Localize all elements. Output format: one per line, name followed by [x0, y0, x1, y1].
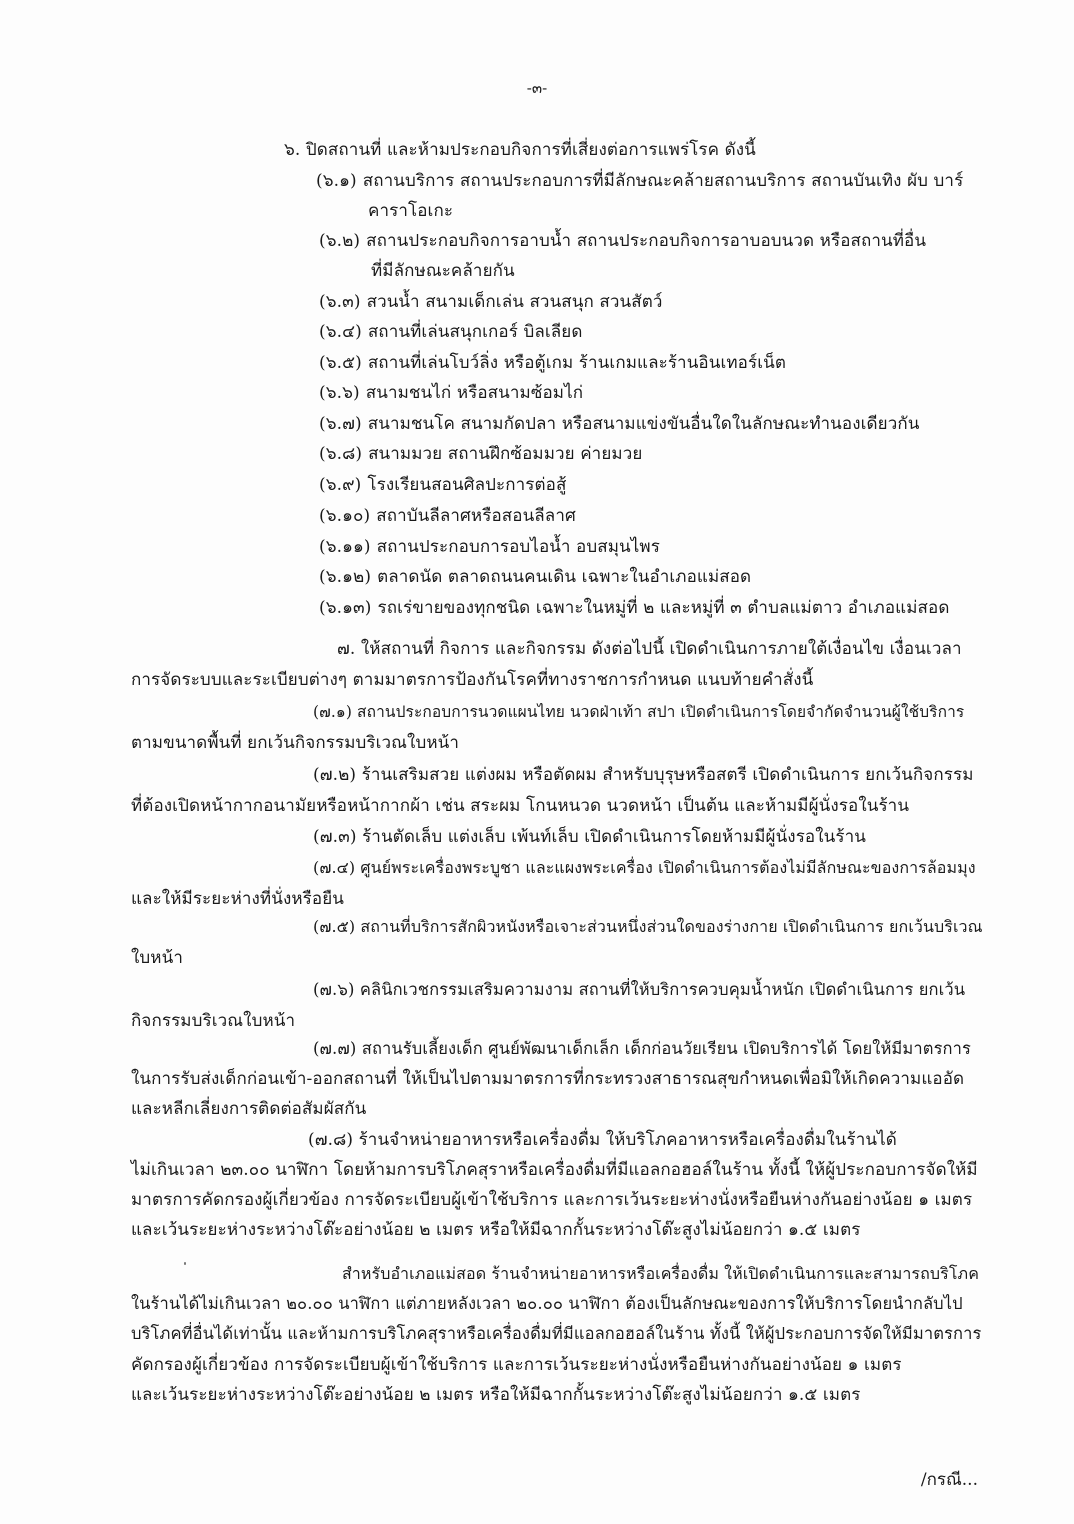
section-7-item-line: (๗.๖) คลินิกเวชกรรมเสริมความงาม สถานที่ให้บริการควบคุมน้ำหนัก เปิดดำเนินการ ยกเว้น — [313, 980, 966, 999]
item-number: (๖.๑๑) — [319, 537, 371, 557]
item-text: สนามชนโค สนามกัดปลา หรือสนามแข่งขันอื่นใดในลักษณะทำนองเดียวกัน — [367, 414, 920, 434]
section-6-item — [319, 351, 786, 375]
section-7-item-line: (๗.๒) ร้านเสริมสวย แต่งผม หรือตัดผม สำหรับบุรุษหรือสตรี เปิดดำเนินการ ยกเว้นกิจกรรม — [313, 765, 974, 785]
item-text: สถานที่เล่นสนุกเกอร์ บิลเลียด — [367, 322, 583, 342]
section-6-heading: ๖. ปิดสถานที่ และห้ามประกอบกิจการที่เสี่ยงต่อการแพร่โรค ดังนี้ — [284, 140, 756, 160]
section-7-item-line: (๗.๗) สถานรับเลี้ยงเด็ก ศูนย์พัฒนาเด็กเล็ก เด็กก่อนวัยเรียน เปิดบริการได้ โดยให้มีมาตรการ — [313, 1039, 971, 1058]
item-text: โรงเรียนสอนศิลปะการต่อสู้ — [367, 475, 567, 495]
item-continuation: ที่มีลักษณะคล้ายกัน — [371, 261, 515, 281]
item-number: (๖.๕) — [319, 353, 362, 373]
section-6-item — [319, 381, 583, 405]
item-text: สถานบริการ สถานประกอบการที่มีลักษณะคล้ายสถานบริการ สถานบันเทิง ผับ บาร์ — [362, 171, 964, 191]
section-6-item — [319, 412, 920, 436]
item-number: (๖.๑) — [316, 171, 357, 191]
section-7-item-line: (๗.๘) ร้านจำหน่ายอาหารหรือเครื่องดื่ม ให้บริโภคอาหารหรือเครื่องดื่มในร้านได้ — [308, 1130, 897, 1150]
section-6-item — [319, 596, 949, 620]
section-7-item-line: ใบหน้า — [131, 948, 183, 968]
item-number: (๖.๖) — [319, 383, 360, 403]
section-7-item-line: กิจกรรมบริเวณใบหน้า — [131, 1011, 296, 1031]
section-6-item — [319, 565, 751, 589]
scan-speck — [184, 1262, 186, 1265]
section-7-item-line: ที่ต้องเปิดหน้ากากอนามัยหรือหน้ากากผ้า เช่น สระผม โกนหนวด นวดหน้า เป็นต้น และห้ามมีผู้นั่งรอในร้าน — [131, 796, 910, 816]
section-6-item — [319, 290, 663, 314]
section-7-intro: ๗. ให้สถานที่ กิจการ และกิจกรรม ดังต่อไปนี้ เปิดดำเนินการภายใต้เงื่อนไข เงื่อนเวลา — [337, 639, 962, 659]
section-7-item-line: และให้มีระยะห่างที่นั่งหรือยืน — [131, 889, 344, 909]
maesot-paragraph-line: บริโภคที่อื่นได้เท่านั้น และห้ามการบริโภคสุราหรือเครื่องดื่มที่มีแอลกอฮอล์ในร้าน ทั้งนี้ ให้ผู้ประกอบการจัดให้มีมาตรการ — [131, 1324, 982, 1343]
item-text: สนามมวย สถานฝึกซ้อมมวย ค่ายมวย — [368, 444, 643, 464]
item-text: สถาบันลีลาศหรือสอนลีลาศ — [376, 506, 576, 526]
item-number: (๖.๘) — [319, 444, 363, 464]
item-number: (๖.๙) — [319, 475, 362, 495]
continuation-marker: /กรณี... — [920, 1470, 978, 1490]
item-text: รถเร่ขายของทุกชนิด เฉพาะในหมู่ที่ ๒ และหมู่ที่ ๓ ตำบลแม่ตาว อำเภอแม่สอด — [377, 598, 950, 618]
section-7-item-line: ในการรับส่งเด็กก่อนเข้า-ออกสถานที่ ให้เป็นไปตามมาตรการที่กระทรวงสาธารณสุขกำหนดเพื่อมิให้เกิดความแออัด — [131, 1069, 965, 1089]
maesot-paragraph-line: และเว้นระยะห่างระหว่างโต๊ะอย่างน้อย ๒ เมตร หรือให้มีฉากกั้นระหว่างโต๊ะสูงไม่น้อยกว่า ๑.๕ เมตร — [131, 1385, 861, 1405]
page-number: -๓- — [526, 79, 548, 97]
item-number: (๖.๒) — [319, 231, 361, 251]
section-7-item-line: (๗.๓) ร้านตัดเล็บ แต่งเล็บ เพ้นท์เล็บ เปิดดำเนินการโดยห้ามมีผู้นั่งรอในร้าน — [313, 827, 866, 847]
item-text: สถานที่เล่นโบว์ลิ่ง หรือตู้เกม ร้านเกมและร้านอินเทอร์เน็ต — [367, 353, 786, 373]
item-number: (๖.๑๒) — [319, 567, 372, 587]
maesot-paragraph-line: ในร้านได้ไม่เกินเวลา ๒๐.๐๐ นาฬิกา แต่ภายหลังเวลา ๒๐.๐๐ นาฬิกา ต้องเป็นลักษณะของการให้บริการโดยนำกลับไป — [131, 1294, 963, 1313]
section-7-item-line: ไม่เกินเวลา ๒๓.๐๐ นาฬิกา โดยห้ามการบริโภคสุราหรือเครื่องดื่มที่มีแอลกอฮอล์ในร้าน ทั้งนี้ ให้ผู้ประกอบการจัดให้มี — [131, 1160, 978, 1180]
section-6-item — [319, 442, 642, 466]
item-number: (๖.๗) — [319, 414, 362, 434]
section-6-item — [319, 229, 926, 253]
section-7-item-line: (๗.๑) สถานประกอบการนวดแผนไทย นวดฝ่าเท้า สปา เปิดดำเนินการโดยจำกัดจำนวนผู้ใช้บริการ — [313, 703, 965, 721]
item-text: สนามชนไก่ หรือสนามซ้อมไก่ — [365, 383, 584, 403]
section-6-item — [316, 169, 963, 193]
section-6-item — [319, 320, 583, 344]
item-text: สถานประกอบกิจการอาบน้ำ สถานประกอบกิจการอาบอบนวด หรือสถานที่อื่น — [366, 231, 927, 251]
item-number: (๖.๑๐) — [319, 506, 371, 526]
section-6-item — [319, 473, 566, 497]
section-7-item-line: และเว้นระยะห่างระหว่างโต๊ะอย่างน้อย ๒ เมตร หรือให้มีฉากกั้นระหว่างโต๊ะสูงไม่น้อยกว่า ๑.๕ เมตร — [131, 1220, 861, 1240]
item-number: (๖.๔) — [319, 322, 362, 342]
section-7-item-line: ตามขนาดพื้นที่ ยกเว้นกิจกรรมบริเวณใบหน้า — [131, 733, 460, 753]
section-6-item — [319, 504, 576, 528]
maesot-paragraph-line: สำหรับอำเภอแม่สอด ร้านจำหน่ายอาหารหรือเครื่องดื่ม ให้เปิดดำเนินการและสามารถบริโภค — [342, 1264, 980, 1283]
section-6-item — [319, 535, 660, 559]
maesot-paragraph-line: คัดกรองผู้เกี่ยวข้อง การจัดระเบียบผู้เข้าใช้บริการ และการเว้นระยะห่างนั่งหรือยืนห่างกันอย่างน้อย ๑ เมตร — [131, 1355, 902, 1375]
item-text: ตลาดนัด ตลาดถนนคนเดิน เฉพาะในอำเภอแม่สอด — [377, 567, 752, 587]
item-number: (๖.๑๓) — [319, 598, 372, 618]
section-7-item-line: มาตรการคัดกรองผู้เกี่ยวข้อง การจัดระเบียบผู้เข้าใช้บริการ และการเว้นระยะห่างนั่งหรือยืนห่างกันอย่างน้อย ๑ เมตร — [131, 1190, 973, 1210]
section-7-item-line: และหลีกเลี่ยงการติดต่อสัมผัสกัน — [131, 1099, 367, 1119]
section-7-item-line: (๗.๔) ศูนย์พระเครื่องพระบูชา และแผงพระเครื่อง เปิดดำเนินการต้องไม่มีลักษณะของการล้อมมุง — [313, 858, 976, 877]
section-7-intro: การจัดระบบและระเบียบต่างๆ ตามมาตรการป้องกันโรคที่ทางราชการกำหนด แนบท้ายคำสั่งนี้ — [131, 670, 814, 690]
item-number: (๖.๓) — [319, 292, 361, 312]
section-7-item-line: (๗.๕) สถานที่บริการสักผิวหนังหรือเจาะส่วนหนึ่งส่วนใดของร่างกาย เปิดดำเนินการ ยกเว้นบริเวณ — [313, 917, 983, 936]
item-text: สวนน้ำ สนามเด็กเล่น สวนสนุก สวนสัตว์ — [366, 292, 663, 312]
item-continuation: คาราโอเกะ — [368, 201, 454, 221]
item-text: สถานประกอบการอบไอน้ำ อบสมุนไพร — [376, 537, 660, 557]
